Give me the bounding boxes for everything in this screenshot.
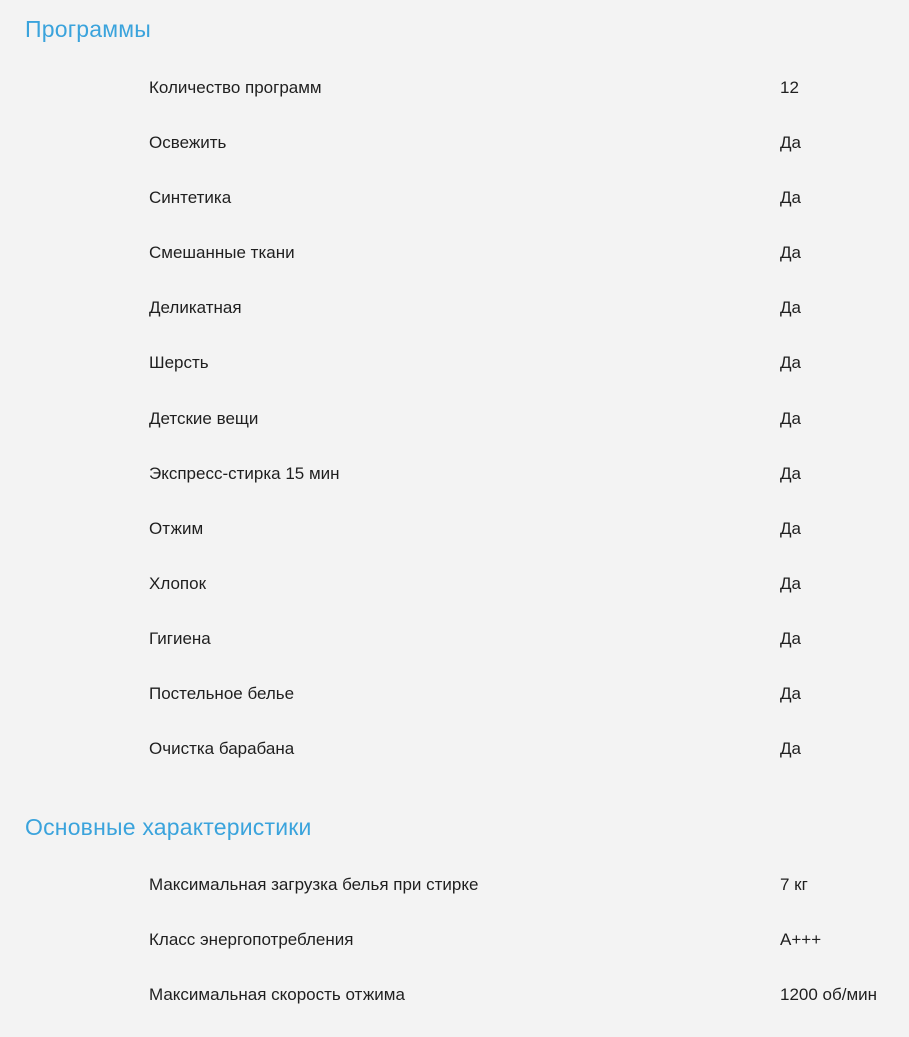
spec-row — [0, 352, 909, 374]
spec-label: Отжим — [149, 519, 204, 538]
spec-label: Синтетика — [149, 188, 232, 207]
spec-value: Да — [780, 409, 801, 428]
spec-row — [0, 463, 909, 485]
spec-row — [0, 874, 909, 896]
spec-label: Постельное белье — [149, 684, 295, 703]
spec-value: Да — [780, 574, 801, 593]
spec-value: 12 — [780, 78, 799, 97]
spec-row — [0, 77, 909, 99]
spec-value: Да — [780, 133, 801, 152]
spec-label: Смешанные ткани — [149, 243, 295, 262]
spec-value: Да — [780, 684, 801, 703]
spec-value: Да — [780, 739, 801, 758]
spec-row — [0, 132, 909, 154]
spec-row — [0, 984, 909, 1006]
spec-value: A+++ — [780, 930, 822, 949]
spec-row — [0, 628, 909, 650]
spec-label: Количество программ — [149, 78, 322, 97]
spec-row — [0, 683, 909, 705]
spec-label: Детские вещи — [149, 409, 259, 428]
spec-label: Экспресс-стирка 15 мин — [149, 464, 340, 483]
section-title: Программы — [25, 16, 152, 42]
spec-value: Да — [780, 298, 801, 317]
section-title: Основные характеристики — [25, 814, 312, 840]
spec-row — [0, 408, 909, 430]
spec-label: Очистка барабана — [149, 739, 295, 758]
spec-label: Освежить — [149, 133, 227, 152]
spec-value: Да — [780, 519, 801, 538]
spec-row — [0, 297, 909, 319]
spec-value: 1200 об/мин — [780, 985, 878, 1004]
spec-label: Шерсть — [149, 353, 209, 372]
spec-label: Хлопок — [149, 574, 207, 593]
spec-row — [0, 187, 909, 209]
spec-row — [0, 518, 909, 540]
spec-value: Да — [780, 353, 801, 372]
spec-value: Да — [780, 188, 801, 207]
spec-value: 7 кг — [780, 875, 808, 894]
spec-label: Деликатная — [149, 298, 242, 317]
spec-label: Гигиена — [149, 629, 211, 648]
spec-label: Максимальная скорость отжима — [149, 985, 405, 1004]
spec-label: Класс энергопотребления — [149, 930, 354, 949]
spec-value: Да — [780, 243, 801, 262]
spec-row — [0, 573, 909, 595]
spec-row — [0, 738, 909, 760]
spec-label: Максимальная загрузка белья при стирке — [149, 875, 479, 894]
spec-value: Да — [780, 464, 801, 483]
spec-value: Да — [780, 629, 801, 648]
spec-row — [0, 242, 909, 264]
spec-row — [0, 929, 909, 951]
